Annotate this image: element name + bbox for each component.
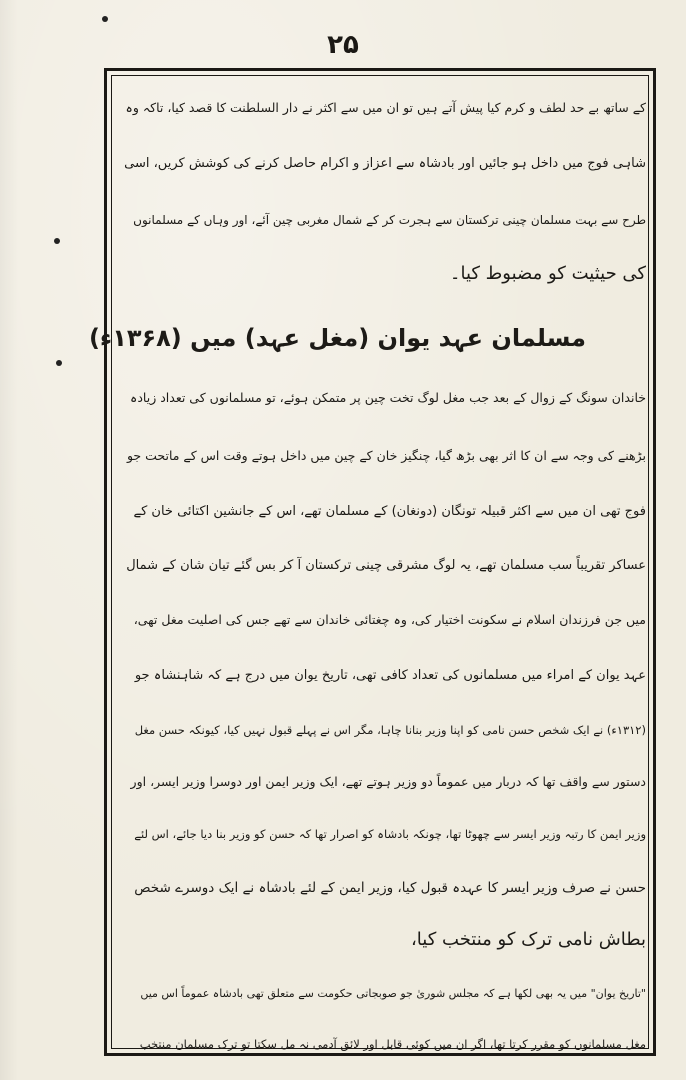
text-line: میں جن فرزندان اسلام نے سکونت اختیار کی، وہ چغتائی خاندان سے تھے جس کی اصلیت مغل تھی، [133, 612, 646, 627]
text-line: مغل مسلمانوں کو مقرر کرتا تھا، اگر ان میں کوئی قابل اور لائق آدمی نہ مل سکتا تو ترک مسلمان منتخب [139, 1037, 646, 1051]
text-line: حسن نے صرف وزیر ایسر کا عہدہ قبول کیا، وزیر ایمن کے لئے بادشاہ نے ایک دوسرے شخص [134, 880, 646, 896]
text-line: بطاش نامی ترک کو منتخب کیا، [411, 929, 646, 950]
text-line: عساکر تقریباً سب مسلمان تھے، یہ لوگ مشرقی چینی ترکستان آ کر بس گئے تیان شان کے شمال [126, 558, 646, 573]
section-heading: مسلمان عہد یوان (مغل عہد) میں (۱۳۶۸ء) [88, 324, 586, 352]
text-line: عہد یوان کے امراء میں مسلمانوں کی تعداد کافی تھی، تاریخ یوان میں درج ہے کہ شاہنشاہ جو [134, 668, 646, 683]
text-line: طرح سے بہت مسلمان چینی ترکستان سے ہجرت کر کے شمال مغربی چین آئے، اور وہاں کے مسلمانوں [133, 213, 646, 227]
text-line: (۱۳۱۲ء) نے ایک شخص حسن نامی کو اپنا وزیر بنانا چاہا، مگر اس نے پہلے قبول نہیں کیا، کیونکہ حسن مغل [134, 723, 646, 737]
margin-dot [56, 360, 62, 366]
text-line: کی حیثیت کو مضبوط کیا۔ [449, 263, 646, 284]
margin-dot [102, 16, 108, 22]
text-line: وزیر ایمن کا رتبہ وزیر ایسر سے چھوٹا تھا، چونکہ بادشاہ کو اصرار تھا کہ حسن کو وزیر بنا دیا جائے، اس لئے [134, 827, 646, 841]
margin-dot [54, 238, 60, 244]
text-line: بڑھنے کی وجہ سے ان کا اثر بھی بڑھ گیا، چنگیز خان کے چین میں داخل ہوتے وقت اس کے ماتحت جو [126, 448, 646, 463]
text-line: "تاریخ یوان" میں یہ بھی لکھا ہے کہ مجلس شوریٰ جو صوبجاتی حکومت سے متعلق تھی بادشاہ عموماً اس میں [140, 987, 646, 1000]
text-line: کے ساتھ بے حد لطف و کرم کیا پیش آتے ہیں تو ان میں سے اکثر نے دار السلطنت کا قصد کیا، تاکہ وہ [125, 100, 646, 115]
text-line: شاہی فوج میں داخل ہو جائیں اور بادشاہ سے اعزاز و اکرام حاصل کرنے کی کوشش کریں، اسی [124, 156, 646, 171]
text-line: دستور سے واقف تھا کہ دربار میں عموماً دو وزیر ہوتے تھے، ایک وزیر ایمن اور دوسرا وزیر ایسر، اور [130, 774, 646, 789]
text-line: خاندان سونگ کے زوال کے بعد جب مغل لوگ تخت چین پر متمکن ہوئے، تو مسلمانوں کی تعداد زیادہ [130, 390, 646, 405]
text-line: فوج تھی ان میں سے اکثر قبیلہ تونگان (دونغان) کے مسلمان تھے، اس کے جانشین اکتائی خان کے [133, 504, 646, 519]
page-number: ۲۵ [327, 30, 359, 60]
